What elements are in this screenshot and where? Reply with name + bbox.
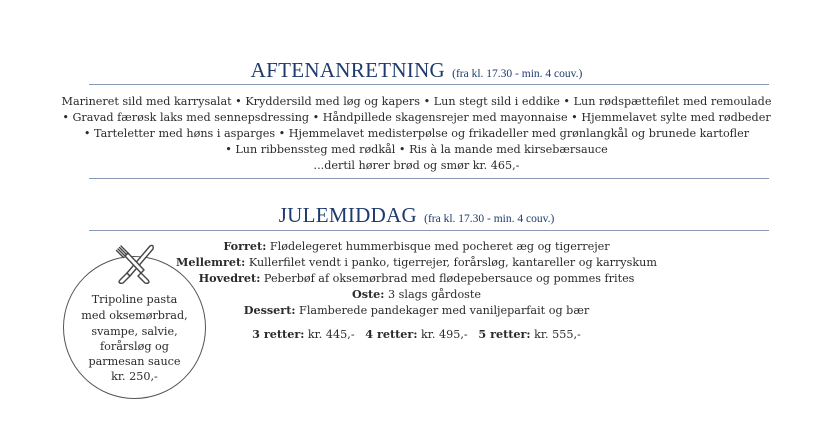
price-label: 5 retter: — [478, 327, 531, 341]
julemiddag-subtitle: (fra kl. 17.30 - min. 4 couv.) — [424, 213, 555, 225]
aftenanretning-line-1: Marineret sild med karrysalat • Kryddersild med løg og kapers • Lun stegt sild i eddike • Lun rødspættefilet med remoulade — [61, 95, 772, 108]
special-line: parmesan sauce — [88, 355, 181, 368]
special-line: forårsløg og — [100, 340, 169, 353]
course-text: Kullerfilet vendt i panko, tigerrejer, forårsløg, kantareller og karryskum — [245, 256, 657, 269]
course-label: Dessert: — [243, 303, 296, 317]
price-label: 3 retter: — [252, 327, 305, 341]
price-value: kr. 445,- — [304, 328, 355, 341]
special-line: svampe, salvie, — [91, 325, 178, 338]
price-label: 4 retter: — [365, 327, 418, 341]
aftenanretning-bottom-rule — [89, 178, 769, 179]
aftenanretning-subtitle: (fra kl. 17.30 - min. 4 couv.) — [452, 68, 583, 80]
aftenanretning-line-3: • Tarteletter med høns i asparges • Hjemmelavet medisterpølse og frikadeller med grønlangkål og brunede kartofler — [83, 127, 750, 140]
aftenanretning-title: AFTENANRETNING — [250, 58, 446, 82]
aftenanretning-heading — [0, 58, 833, 83]
price-value: kr. 555,- — [530, 328, 581, 341]
aftenanretning-line-2: • Gravad færøsk laks med sennepsdressing • Håndpillede skagensrejer med mayonnaise • Hjemmelavet sylte med rødbeder — [62, 111, 771, 124]
course-text: Flamberede pandekager med vaniljeparfait og bær — [295, 304, 590, 317]
julemiddag-title: JULEMIDDAG — [278, 203, 418, 227]
special-line: med oksemørbrad, — [81, 309, 188, 322]
price-value: kr. 495,- — [417, 328, 468, 341]
course-label: Oste: — [351, 287, 385, 301]
course-text: Peberbøf af oksemørbrad med flødepebersauce og pommes frites — [260, 272, 635, 285]
julemiddag-heading — [0, 203, 833, 228]
aftenanretning-top-rule — [89, 84, 769, 85]
course-label: Mellemret: — [176, 255, 246, 269]
cutlery-icon — [108, 236, 162, 290]
julemiddag-top-rule — [89, 230, 769, 231]
special-price: kr. 250,- — [111, 370, 158, 383]
course-label: Forret: — [223, 239, 267, 253]
aftenanretning-line-4: • Lun ribbenssteg med rødkål • Ris à la mande med kirsebærsauce — [225, 143, 608, 156]
course-label: Hovedret: — [198, 271, 261, 285]
course-text: Flødelegeret hummerbisque med pocheret æg og tigerrejer — [266, 240, 610, 253]
aftenanretning-price-line: ...dertil hører brød og smør kr. 465,- — [313, 159, 520, 172]
special-line: Tripoline pasta — [91, 293, 178, 306]
course-text: 3 slags gårdoste — [384, 288, 482, 301]
